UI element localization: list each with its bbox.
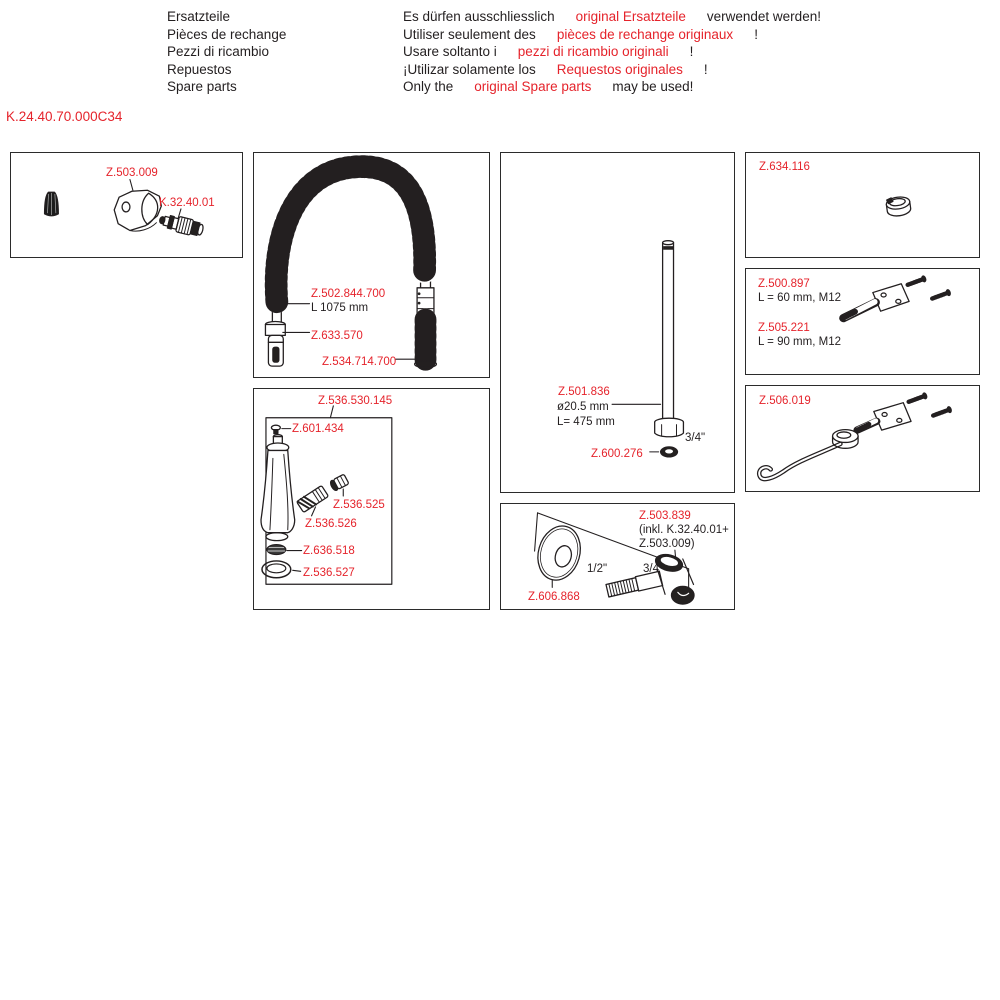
dim-label-valve-outlet: 3/4" — [643, 563, 664, 575]
dim-label-bracket-long: L = 90 mm, M12 — [758, 336, 841, 348]
notice-it-post: ! — [689, 44, 694, 60]
dim-label-riser-diameter: ø20.5 mm — [557, 401, 609, 413]
notice-es — [403, 61, 821, 79]
valve-inlet-icon — [606, 571, 663, 598]
notice-es-post: ! — [703, 61, 708, 77]
rosette-icon — [532, 521, 587, 585]
notice-it — [403, 43, 821, 61]
lang-de: Ersatzteile — [167, 9, 231, 24]
notice-fr-post: ! — [754, 26, 758, 42]
notice-en-post: may be used! — [612, 79, 694, 95]
panel-riser-pipe — [500, 152, 735, 493]
screw-icon — [907, 276, 927, 288]
part-label-bracket-long: Z.505.221 — [758, 322, 810, 334]
lang-it: Pezzi di ricambio — [167, 44, 270, 60]
part-label-insert: Z.536.526 — [305, 518, 357, 530]
notice-fr-pre: Utiliser seulement des — [403, 26, 536, 42]
part-label-rosette: Z.606.868 — [528, 591, 580, 603]
panel-wall-bracket — [745, 268, 980, 375]
dim-label-riser-thread: 3/4" — [685, 432, 706, 444]
part-label-o-ring: Z.536.527 — [303, 567, 355, 579]
notice-column — [403, 8, 821, 96]
part-label-nozzle: Z.536.525 — [333, 499, 385, 511]
lang-en: Spare parts — [167, 79, 237, 95]
dim-label-bracket-short: L = 60 mm, M12 — [758, 292, 841, 304]
notice-en — [403, 78, 821, 96]
note-label-included-1: (inkl. K.32.40.01+ — [639, 524, 729, 536]
notice-de-highlight: original Ersatzteile — [575, 9, 686, 24]
part-label-hose-nut: Z.633.570 — [311, 330, 363, 342]
dim-label-riser-length: L= 475 mm — [557, 416, 615, 428]
part-label-spray-head: Z.503.009 — [106, 167, 158, 179]
part-label-strainer: Z.636.518 — [303, 545, 355, 557]
collar-icon — [886, 195, 912, 217]
part-label-cartridge: K.32.40.01 — [159, 197, 215, 209]
part-label-hose-spring: Z.534.714.700 — [322, 356, 397, 368]
notice-de-pre: Es dürfen ausschliesslich — [403, 9, 555, 24]
screw-icon — [908, 393, 928, 405]
product-code: K.24.40.70.000C34 — [6, 109, 123, 124]
panel-wall-hook — [745, 385, 980, 492]
panel-hose — [253, 152, 490, 378]
part-label-hose: Z.502.844.700 — [311, 288, 386, 300]
notice-de-post: verwendet werden! — [706, 9, 821, 24]
part-label-collar: Z.634.116 — [759, 161, 810, 173]
notice-it-pre: Usare soltanto i — [403, 44, 497, 60]
panel-angle-valve — [500, 503, 735, 610]
notice-en-pre: Only the — [403, 79, 454, 95]
hose-drawing — [254, 153, 489, 377]
dim-label-valve-inlet: 1/2" — [587, 563, 608, 575]
language-column — [167, 8, 286, 96]
insert-icon — [297, 486, 329, 513]
notice-it-highlight: pezzi di ricambio originali — [517, 44, 669, 60]
panel-spray-head — [10, 152, 243, 258]
part-label-screw: Z.601.434 — [292, 423, 344, 435]
screw-icon — [932, 406, 952, 418]
part-label-riser-pipe: Z.501.836 — [558, 386, 610, 398]
lang-es: Repuestos — [167, 61, 232, 77]
part-label-spray-assembly: Z.536.530.145 — [318, 395, 393, 407]
notice-es-pre: ¡Utilizar solamente los — [403, 61, 536, 77]
nozzle-icon — [329, 474, 349, 491]
part-label-bracket-short: Z.500.897 — [758, 278, 810, 290]
cartridge-icon — [158, 212, 205, 238]
notice-en-highlight: original Spare parts — [474, 79, 592, 95]
notice-fr-highlight: pièces de rechange originaux — [556, 26, 734, 42]
screw-icon — [931, 289, 951, 301]
notice-de — [403, 8, 821, 26]
notice-fr — [403, 26, 821, 44]
notice-es-highlight: Requestos originales — [556, 61, 683, 77]
panel-collar — [745, 152, 980, 258]
dim-label-hose-length: L 1075 mm — [311, 302, 369, 314]
part-label-riser-washer: Z.600.276 — [591, 448, 643, 460]
lang-fr: Pièces de rechange — [167, 26, 287, 42]
panel-hand-spray — [253, 388, 490, 610]
part-label-angle-valve: Z.503.839 — [639, 510, 691, 522]
part-label-wall-hook: Z.506.019 — [759, 395, 811, 407]
note-label-included-2: Z.503.009) — [639, 538, 695, 550]
